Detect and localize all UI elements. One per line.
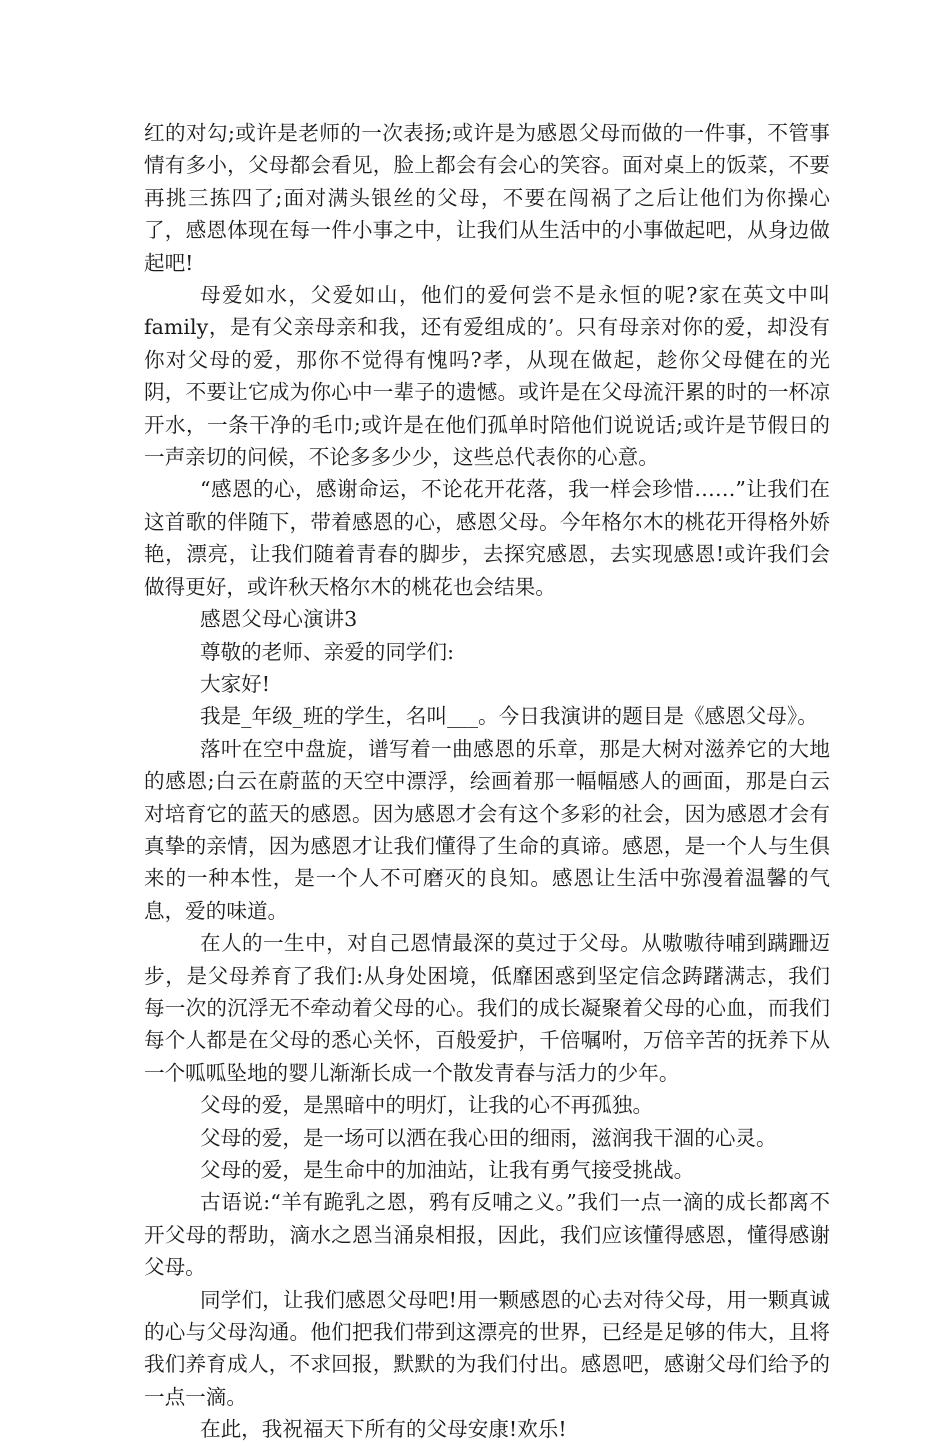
- paragraph: 红的对勾;或许是老师的一次表扬;或许是为感恩父母而做的一件事，不管事情有多小，父母都会看见，脸上都会有会心的笑容。面对桌上的饭菜，不要再挑三拣四了;面对满头银丝的父母，不要在闯祸了之后让他们为你操心了，感恩体现在每一件小事之中，让我们从生活中的小事做起吧，从身边做起吧!: [144, 121, 830, 275]
- paragraph: 落叶在空中盘旋，谱写着一曲感恩的乐章，那是大树对滋养它的大地的感恩;白云在蔚蓝的天空中漂浮，绘画着那一幅幅感人的画面，那是白云对培育它的蓝天的感恩。因为感恩才会有这个多彩的社会，因为感恩才会有真挚的亲情，因为感恩才让我们懂得了生命的真谛。感恩，是一个人与生俱来的一种本性，是一个人不可磨灭的良知。感恩让生活中弥漫着温馨的气息，爱的味道。: [144, 736, 830, 923]
- salutation: 尊敬的老师、亲爱的同学们:: [200, 639, 455, 664]
- paragraph: 父母的爱，是一场可以洒在我心田的细雨，滋润我干涸的心灵。: [200, 1125, 777, 1150]
- paragraph: 在人的一生中，对自己恩情最深的莫过于父母。从嗷嗷待哺到蹒跚迈步，是父母养育了我们:从身处困境，低靡困惑到坚定信念踌躇满志，我们每一次的沉浮无不牵动着父母的心。我们的成长凝聚着父母的心血，而我们每个人都是在父母的悉心关怀，百般爱护，千倍嘱咐，万倍辛苦的抚养下从一个呱呱坠地的婴儿渐渐长成一个散发青春与活力的少年。: [144, 931, 830, 1085]
- paragraph: 父母的爱，是生命中的加油站，让我有勇气接受挑战。: [200, 1158, 695, 1182]
- greeting: 大家好!: [200, 671, 271, 696]
- paragraph: 同学们，让我们感恩父母吧!用一颗感恩的心去对待父母，用一颗真诚的心与父母沟通。他们把我们带到这漂亮的世界，已经是足够的伟大，且将我们养育成人，不求回报，默默的为我们付出。感恩吧，感谢父母们给予的一点一滴。: [144, 1287, 830, 1409]
- paragraph: 父母的爱，是黑暗中的明灯，让我的心不再孤独。: [200, 1093, 654, 1118]
- paragraph: “感恩的心，感谢命运，不论花开花落，我一样会珍惜……”让我们在这首歌的伴随下，带着感恩的心，感恩父母。今年格尔木的桃花开得格外娇艳，漂亮，让我们随着青春的脚步，去探究感恩，去实现感恩!或许我们会做得更好，或许秋天格尔木的桃花也会结果。: [144, 477, 830, 599]
- closing-line: 在此，我祝福天下所有的父母安康!欢乐!: [200, 1417, 567, 1442]
- paragraph: 我是_年级_班的学生，名叫___。今日我演讲的题目是《感恩父母》。: [200, 704, 818, 729]
- paragraph: 古语说:“羊有跪乳之恩，鸦有反哺之义。”我们一点一滴的成长都离不开父母的帮助，滴水之恩当涌泉相报，因此，我们应该懂得感恩，懂得感谢父母。: [144, 1190, 830, 1280]
- document-page: [144, 117, 830, 1446]
- section-heading: 感恩父母心演讲3: [200, 607, 358, 632]
- paragraph: 母爱如水，父爱如山，他们的爱何尝不是永恒的呢?家在英文中叫family，是有父亲母亲和我，还有爱组成的’。只有母亲对你的爱，却没有你对父母的爱，那你不觉得有愧吗?孝，从现在做起，趁你父母健在的光阴，不要让它成为你心中一辈子的遗憾。或许是在父母流汗累的时的一杯凉开水，一条干净的毛巾;或许是在他们孤单时陪他们说说话;或许是节假日的一声亲切的问候，不论多多少少，这些总代表你的心意。: [144, 283, 830, 470]
